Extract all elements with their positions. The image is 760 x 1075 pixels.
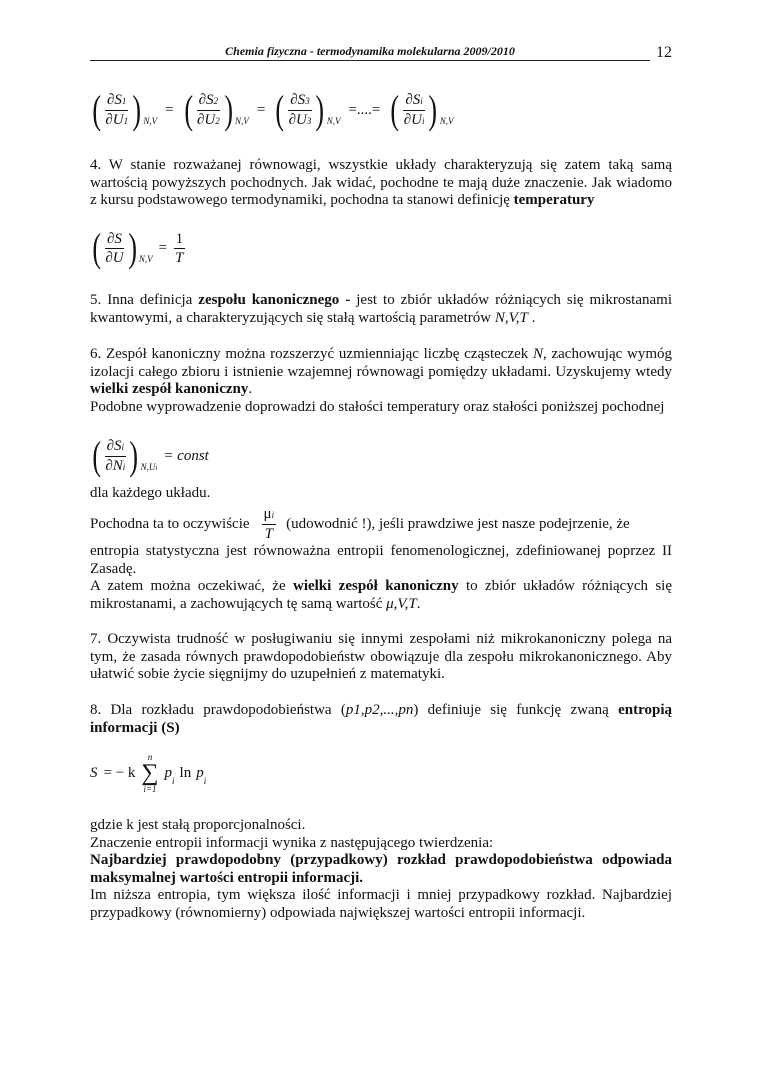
paragraph-8: 8. Dla rozkładu prawdopodobieństwa (p1,p2,...,pn) definiuje się funkcję zwaną entropią informacji (S) xyxy=(90,702,673,736)
paragraph-6: 6. Zespół kanoniczny można rozszerzyć uzmienniając liczbę cząsteczek N, zachowując wymóg izolacji całego zbioru i istnienie wzajemnej równowagi pomiędzy układami. Uzyskujemy wtedy wielki zespół kanoniczny. Podobne wyprowadzenie doprowadzi do stałości temperatury oraz stałości poniższej pochodnej xyxy=(90,346,672,415)
paragraph-6-continued: dla każdego układu. xyxy=(90,485,211,501)
derivative-mu-over-t-line: Pochodna ta to oczywiście $\frac{\mu i}{T}$ (udowodnić !), jeśli prawdziwe jest nasze podejrzenie, że xyxy=(90,506,630,542)
paragraph-6-entropy: entropia statystyczna jest równoważna entropii fenomenologicznej, zdefiniowanej poprzez II Zasadę. A zatem można oczekiwać, że wielki zespół kanoniczny to zbiór układów różniących się mikrostanami, a zachowujących tę samą wartość μ,V,T. xyxy=(90,543,673,612)
equation-temperature: ( $\frac{\partial S}{\partial U}$ ) N,V = $\frac{1}{T}$ xyxy=(92,225,184,270)
paragraph-4: 4. W stanie rozważanej równowagi, wszystkie układy charakteryzują się zatem taką samą wartością powyższych pochodnych. Jak widać, pochodne te mają duże znaczenie. Jak wiadomo z kursu podstawowego termodynamiki, pochodna ta stanowi definicję temperatury xyxy=(90,157,672,209)
equation-derivative-chain: ( $\frac{\partial S1}{\partial U1}$ ) N,V = ( $\frac{\partial S2}{\partial U2}$ ) N,V = ( $\frac{\partial S3}{\partial U3}$ ) N,V =....= ( $\frac{\partial Si}{\partial Ui}$ ) N,V xyxy=(92,87,454,132)
paragraph-5: 5. Inna definicja zespołu kanonicznego - jest to zbiór układów różniących się mikrostanami kwantowymi, a charakteryzujących się stałą wartością parametrów N,V,T . xyxy=(90,292,673,326)
paragraph-9: gdzie k jest stałą proporcjonalności. Znaczenie entropii informacji wynika z następującego twierdzenia: Najbardziej prawdopodobny (przypadkowy) rozkład prawdopodobieństwa odpowiada maksymalnej wartości entropii informacji. Im niższa entropia, tym większa ilość informacji i mniej przypadkowy rozkład. Najbardziej przypadkowy (równomierny) odpowiada największej wartości entropii informacji. xyxy=(90,817,672,921)
paragraph-7: 7. Oczywista trudność w posługiwaniu się innymi zespołami niż mikrokanoniczny polega na tym, że zasada równych prawdopodobieństw obowiązuje dla zespołu mikrokanonicznego. Aby ułatwić sobie życie sięgnijmy do uzupełnień z matematyki. xyxy=(90,631,672,683)
equation-information-entropy: S = − k n ∑ i=1 p i ln p i xyxy=(90,752,207,794)
page-number: 12 xyxy=(656,44,672,61)
header-rule xyxy=(90,60,650,61)
equation-chemical-derivative: ( $\frac{\partial Si}{\partial Ni}$ ) N,Ui = const xyxy=(92,433,209,478)
running-title: Chemia fizyczna - termodynamika molekularna 2009/2010 xyxy=(225,44,515,58)
